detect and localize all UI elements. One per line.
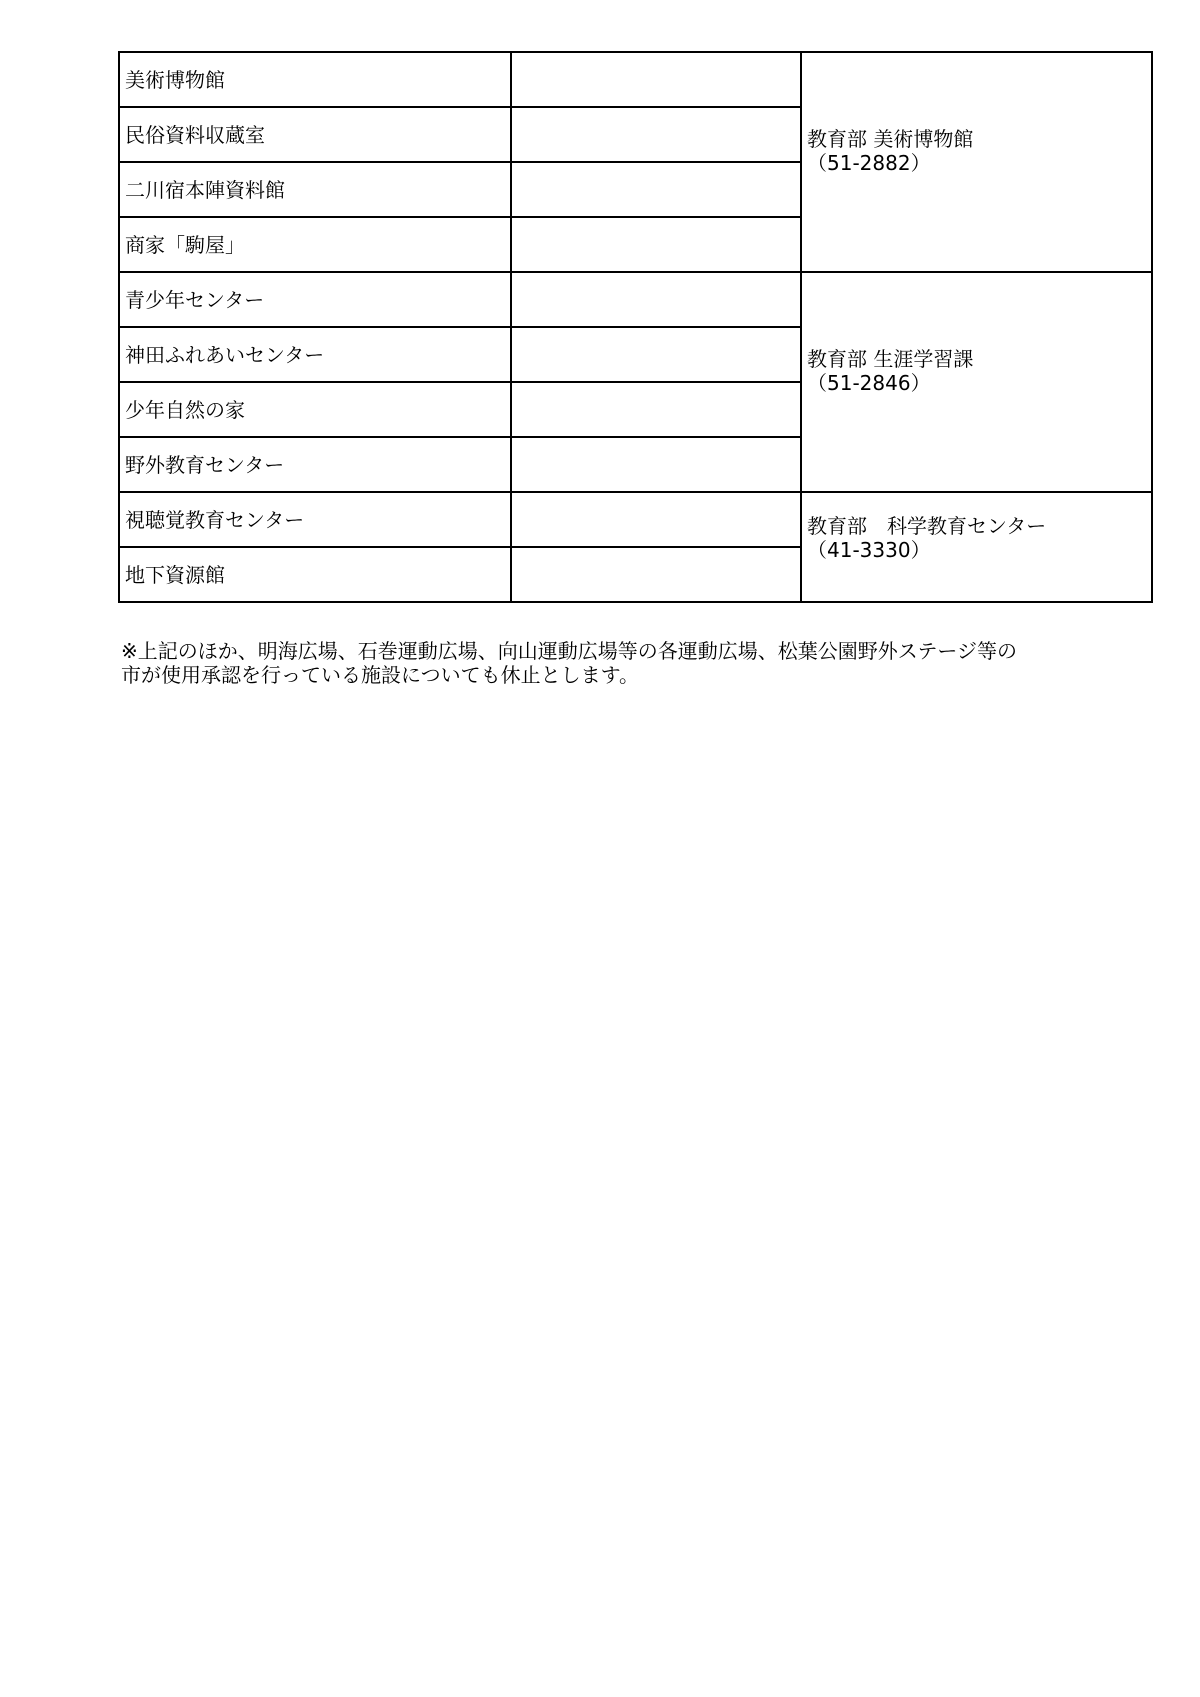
facility-name: 青少年センター	[119, 272, 511, 327]
contact-cell	[801, 52, 1152, 272]
facility-status-cell	[511, 382, 801, 437]
footnote-line: 市が使用承認を行っている施設についても休止とします。	[121, 663, 639, 687]
facility-name: 神田ふれあいセンター	[119, 327, 511, 382]
contact-phone: （51-2846）	[807, 371, 931, 395]
facility-status-cell	[511, 52, 801, 107]
table-row	[119, 492, 1152, 547]
facility-status-cell	[511, 217, 801, 272]
facility-name: 民俗資料収蔵室	[119, 107, 511, 162]
contact-cell	[801, 492, 1152, 602]
facility-status-cell	[511, 107, 801, 162]
facility-status-cell	[511, 162, 801, 217]
facility-name: 地下資源館	[119, 547, 511, 602]
footnote	[121, 639, 1171, 687]
facility-name: 商家「駒屋」	[119, 217, 511, 272]
facility-status-cell	[511, 327, 801, 382]
contact-phone: （41-3330）	[807, 538, 931, 562]
contact-cell	[801, 272, 1152, 492]
contact-department: 教育部 生涯学習課	[807, 347, 974, 371]
facility-name: 二川宿本陣資料館	[119, 162, 511, 217]
facility-status-cell	[511, 547, 801, 602]
facility-name: 少年自然の家	[119, 382, 511, 437]
facility-status-cell	[511, 492, 801, 547]
contact-department: 教育部 美術博物館	[807, 127, 974, 151]
footnote-line: ※上記のほか、明海広場、石巻運動広場、向山運動広場等の各運動広場、松葉公園野外ステージ等の	[121, 639, 1017, 663]
facility-name: 美術博物館	[119, 52, 511, 107]
table-row	[119, 52, 1152, 107]
facility-name: 視聴覚教育センター	[119, 492, 511, 547]
facility-status-cell	[511, 272, 801, 327]
contact-department: 教育部 科学教育センター	[807, 514, 1047, 538]
facility-table	[118, 51, 1153, 603]
facility-status-cell	[511, 437, 801, 492]
table-row	[119, 272, 1152, 327]
facility-name: 野外教育センター	[119, 437, 511, 492]
contact-phone: （51-2882）	[807, 151, 931, 175]
